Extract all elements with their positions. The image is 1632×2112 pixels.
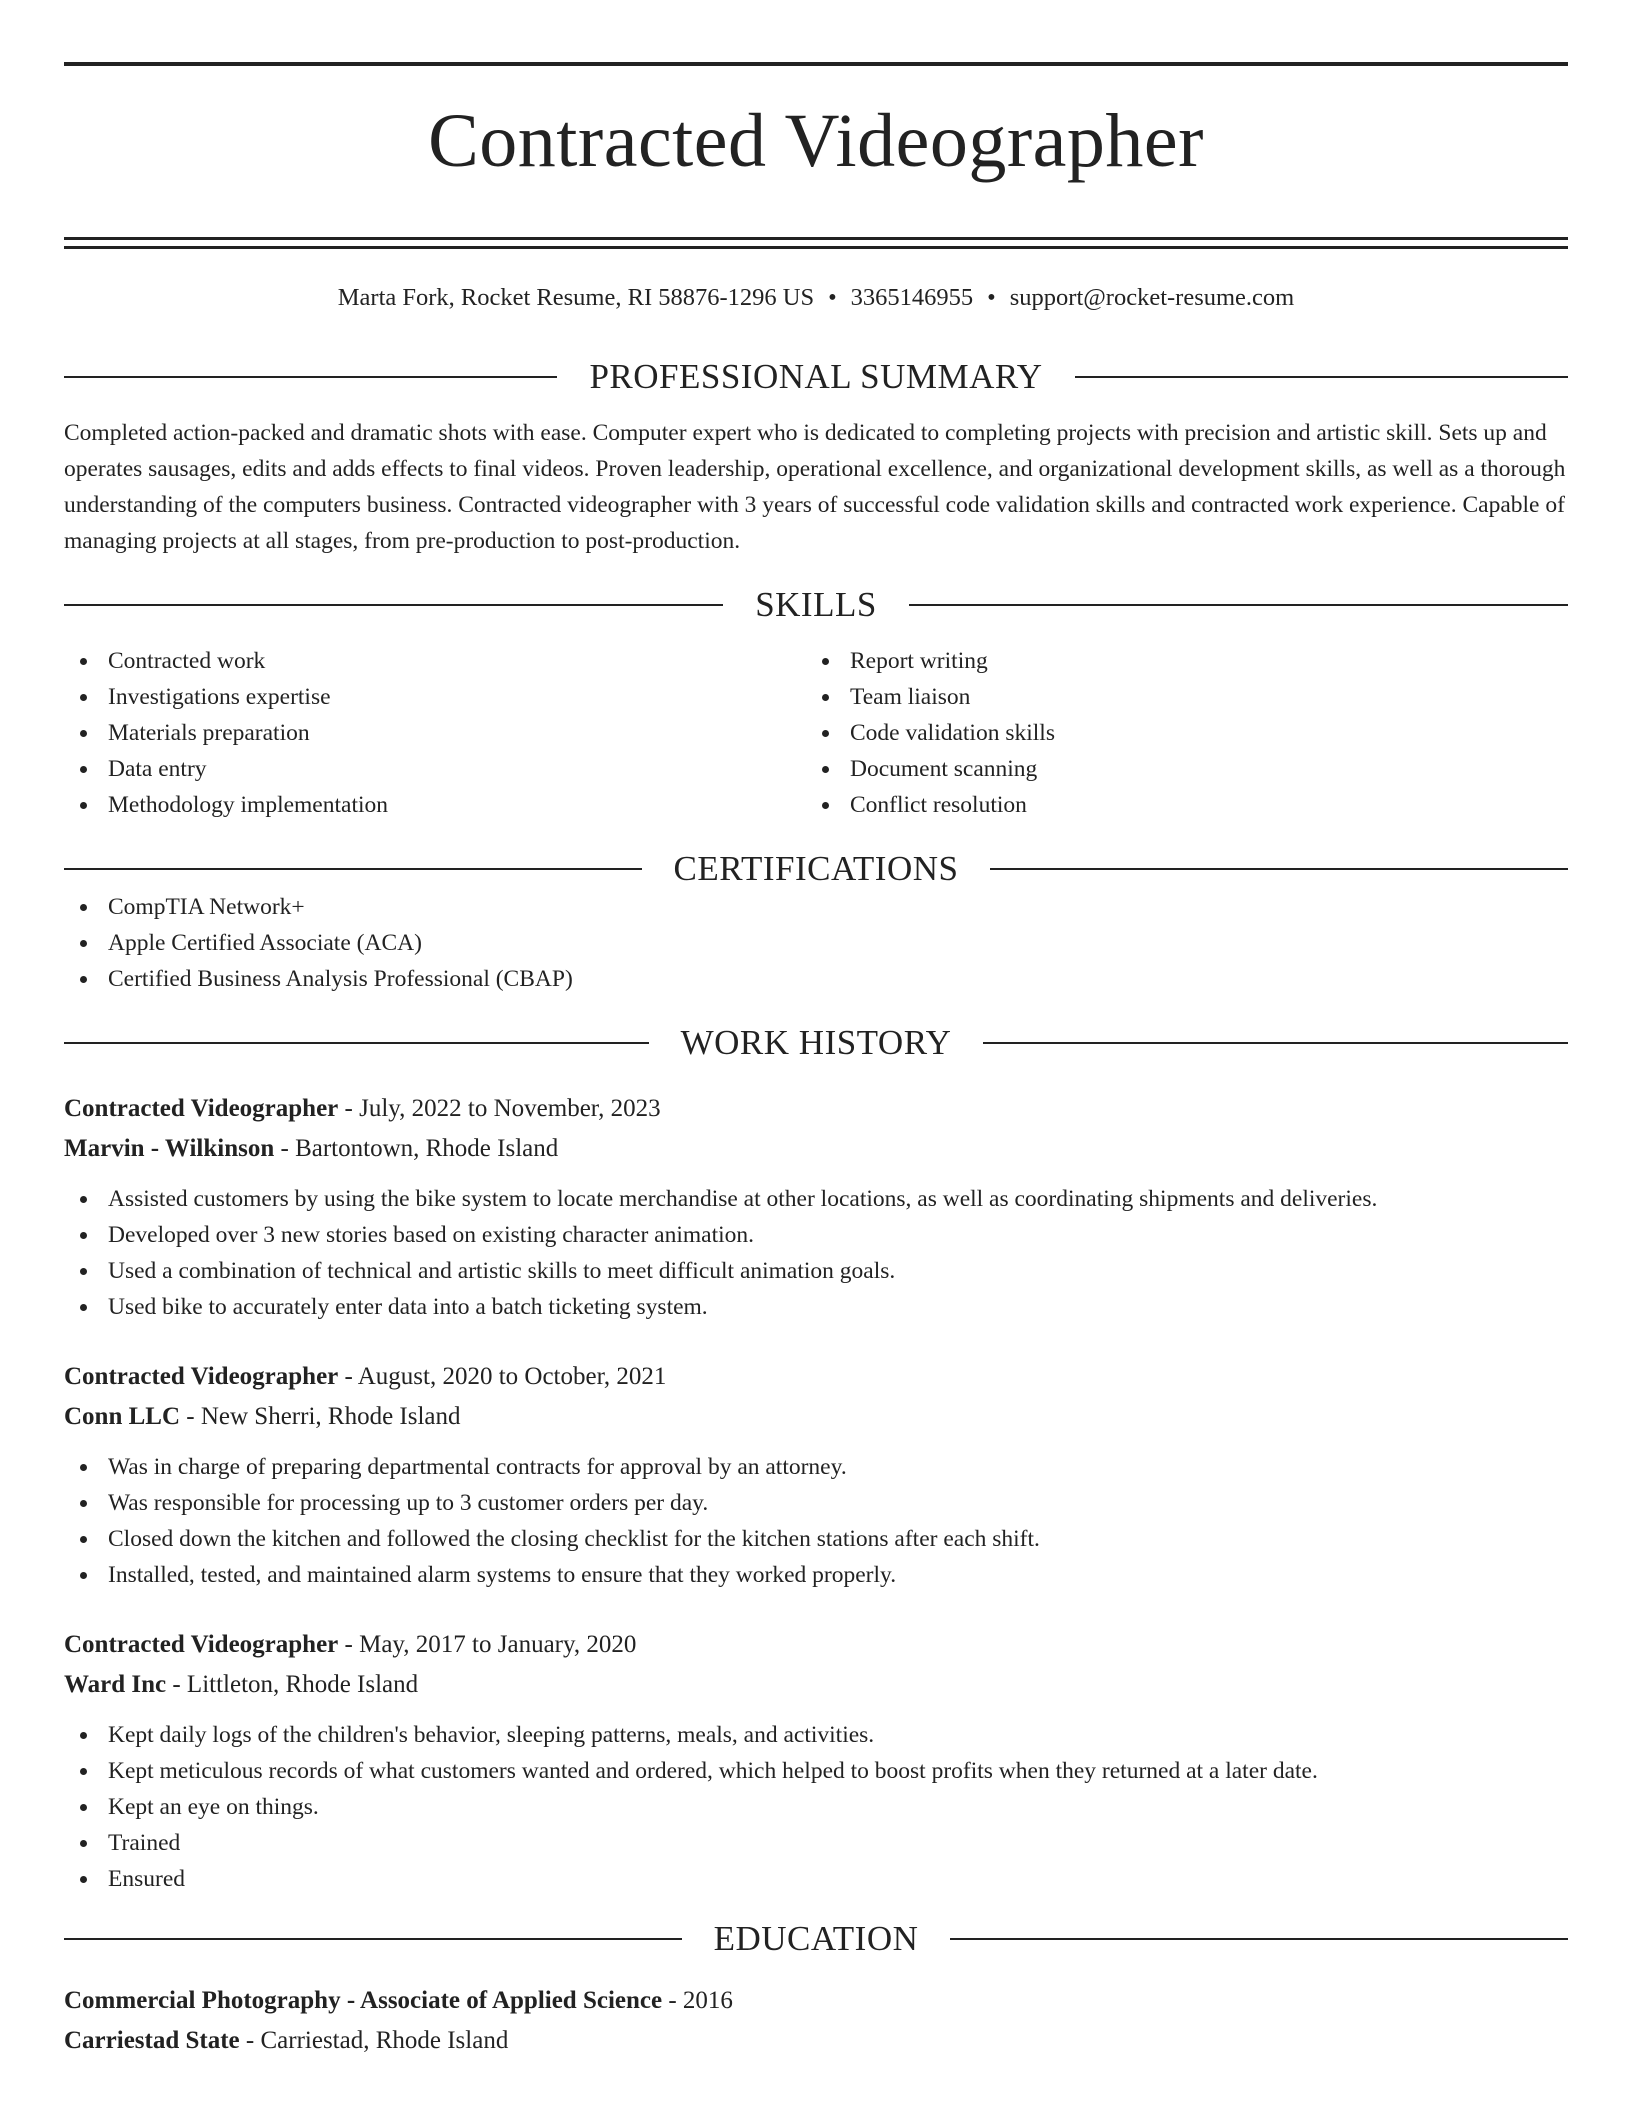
job-duty: Used bike to accurately enter data into a batch ticketing system. <box>64 1289 1568 1325</box>
heading-rule-left <box>64 868 642 870</box>
job-company-line <box>64 1129 1568 1169</box>
skill-item: Investigations expertise <box>64 679 806 715</box>
job-title: Contracted Videographer <box>64 1630 339 1658</box>
top-rule <box>64 62 1568 66</box>
job-duties-list <box>64 1717 1568 1897</box>
summary-text: Completed action-packed and dramatic shots with ease. Computer expert who is dedicated to completing projects with precision and artistic skill. Sets up and operates sausages, edits and adds effects to final videos. Proven leadership, operational excellence, and organizational development skills, as well as a thorough understanding of the computers business. Contracted videographer with 3 years of successful code validation skills and contracted work experience. Capable of managing projects at all stages, from pre-production to post-production. <box>64 419 1566 554</box>
resume-page <box>64 62 1568 2061</box>
section-heading-education <box>64 1919 1568 1959</box>
job-title-line <box>64 1625 1568 1665</box>
job-location: - New Sherri, Rhode Island <box>180 1402 461 1430</box>
job-company: Ward Inc <box>64 1670 167 1698</box>
heading-rule-left <box>64 604 723 606</box>
skill-item: Materials preparation <box>64 715 806 751</box>
job-duty: Kept daily logs of the children's behavior, sleeping patterns, meals, and activities. <box>64 1717 1568 1753</box>
job-duty: Closed down the kitchen and followed the closing checklist for the kitchen stations after each shift. <box>64 1521 1568 1557</box>
job-duty: Ensured <box>64 1861 1568 1897</box>
skill-item: Document scanning <box>806 751 1548 787</box>
job-title-line <box>64 1357 1568 1397</box>
job-location: - Littleton, Rhode Island <box>166 1670 419 1698</box>
education-year: - 2016 <box>662 1986 733 2014</box>
certification-item: CompTIA Network+ <box>64 889 1568 925</box>
job-duty: Assisted customers by using the bike system to locate merchandise at other locations, as well as coordinating shipments and deliveries. <box>64 1181 1568 1217</box>
job-duty: Kept an eye on things. <box>64 1789 1568 1825</box>
skill-item: Conflict resolution <box>806 787 1548 823</box>
heading-rule-right <box>1075 376 1568 378</box>
job-duty: Installed, tested, and maintained alarm systems to ensure that they worked properly. <box>64 1557 1568 1593</box>
contact-separator: • <box>987 283 996 311</box>
contact-address: Marta Fork, Rocket Resume, RI 58876-1296 US <box>337 283 815 311</box>
section-title: CERTIFICATIONS <box>673 848 959 888</box>
certification-item: Certified Business Analysis Professional (CBAP) <box>64 961 1568 997</box>
job-duty: Was responsible for processing up to 3 customer orders per day. <box>64 1485 1568 1521</box>
job-duty: Kept meticulous records of what customers wanted and ordered, which helped to boost profits when they returned at a later date. <box>64 1753 1568 1789</box>
job-duty: Used a combination of technical and artistic skills to meet difficult animation goals. <box>64 1253 1568 1289</box>
section-title: EDUCATION <box>713 1918 919 1958</box>
skill-item: Methodology implementation <box>64 787 806 823</box>
education-school: Carriestad State <box>64 2026 240 2054</box>
skill-item: Code validation skills <box>806 715 1548 751</box>
job-dates: - May, 2017 to January, 2020 <box>338 1630 637 1658</box>
education-location: - Carriestad, Rhode Island <box>239 2026 509 2054</box>
heading-rule-right <box>950 1938 1568 1940</box>
section-title: WORK HISTORY <box>680 1022 952 1062</box>
section-heading-skills <box>64 585 1568 625</box>
job-duty: Developed over 3 new stories based on existing character animation. <box>64 1217 1568 1253</box>
skills-columns <box>64 643 1568 823</box>
heading-rule-right <box>990 868 1568 870</box>
skill-item: Report writing <box>806 643 1548 679</box>
skill-item: Contracted work <box>64 643 806 679</box>
contact-line <box>64 283 1568 313</box>
section-heading-certifications <box>64 849 1568 889</box>
section-title: SKILLS <box>755 584 877 624</box>
job-company-line <box>64 1397 1568 1437</box>
page-title: Contracted Videographer <box>428 99 1204 183</box>
job-duties-list <box>64 1449 1568 1593</box>
job-duties-list <box>64 1181 1568 1325</box>
job-title: Contracted Videographer <box>64 1094 339 1122</box>
heading-rule-right <box>909 604 1568 606</box>
certification-item: Apple Certified Associate (ACA) <box>64 925 1568 961</box>
job-entry <box>64 1625 1568 1897</box>
education-school-line <box>64 2021 1568 2061</box>
education-degree: Commercial Photography - Associate of Applied Science <box>64 1986 663 2014</box>
job-entry <box>64 1089 1568 1325</box>
skills-list-left <box>64 643 806 823</box>
skill-item: Data entry <box>64 751 806 787</box>
skill-item: Team liaison <box>806 679 1548 715</box>
heading-rule-left <box>64 376 557 378</box>
education-entry <box>64 1981 1568 2061</box>
job-dates: - July, 2022 to November, 2023 <box>338 1094 661 1122</box>
job-company: Conn LLC <box>64 1402 181 1430</box>
skills-list-right <box>806 643 1548 823</box>
job-location: - Bartontown, Rhode Island <box>274 1134 559 1162</box>
job-duty: Trained <box>64 1825 1568 1861</box>
contact-email: support@rocket-resume.com <box>1009 283 1295 311</box>
job-title: Contracted Videographer <box>64 1362 339 1390</box>
heading-rule-left <box>64 1042 649 1044</box>
job-company-line <box>64 1665 1568 1705</box>
certifications-list <box>64 889 1568 997</box>
job-title-line <box>64 1089 1568 1129</box>
contact-separator: • <box>828 283 837 311</box>
section-title: PROFESSIONAL SUMMARY <box>589 356 1043 396</box>
section-heading-work-history <box>64 1023 1568 1063</box>
job-dates: - August, 2020 to October, 2021 <box>338 1362 667 1390</box>
education-degree-line <box>64 1981 1568 2021</box>
heading-rule-left <box>64 1938 682 1940</box>
job-company: Marvin - Wilkinson <box>64 1134 275 1162</box>
section-heading-summary <box>64 357 1568 397</box>
contact-phone: 3365146955 <box>850 283 974 311</box>
job-duty: Was in charge of preparing departmental contracts for approval by an attorney. <box>64 1449 1568 1485</box>
title-double-rule <box>64 237 1568 249</box>
job-entry <box>64 1357 1568 1593</box>
heading-rule-right <box>983 1042 1568 1044</box>
